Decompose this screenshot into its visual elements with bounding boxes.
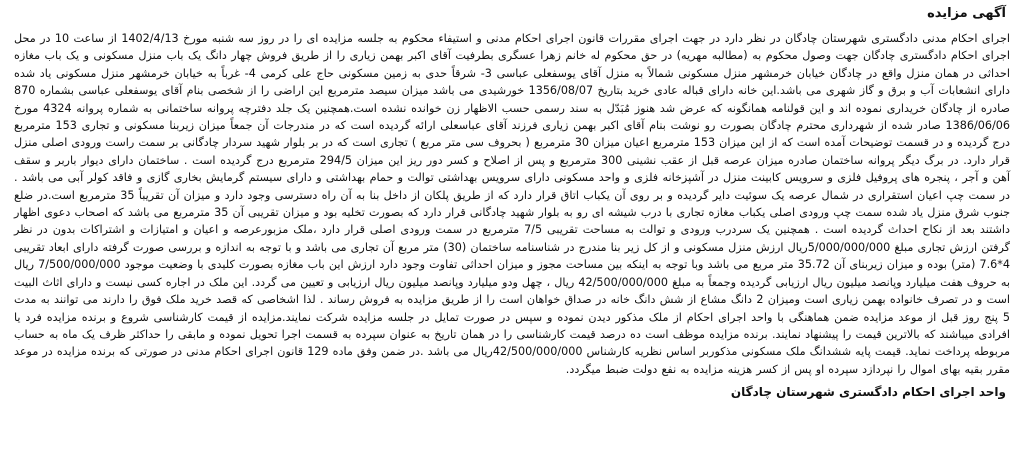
notice-signature: واحد اجرای احکام دادگستری شهرستان چادگان	[730, 385, 1006, 400]
notice-title: آگهی مزایده	[927, 6, 1006, 21]
notice-body: اجرای احکام مدنی دادگستری شهرستان چادگان در نظر دارد در جهت اجرای مقررات قانون اجرای احکام مدنی و استیفاء محکوم به جلسه مزایده ای را در روز سه شنبه مورخ 1402/4/13 از ساعت 10 در محل اجرای احکام دادگستری چادگان جهت وصول محکوم به (مطالبه مهریه) در حق محکوم له خانم زهرا عسگری بطرفیت آقای اکبر بهمن زیاری را از طریق فروش چهار دانگ یک باب منزل مسکونی و یک باب مغازه احداثی در همان منزل واقع در چادگان خیابان خرمشهر منزل مسکونی شمالاً به منزل آقای یوسفعلی عباسی 3- شرقاً حدی به زمین مسکونی حاج علی کرمی 4- غرباً به خیابان خرمشهر منزل مسکونی یاد شده دارای انشعابات آب و برق و گاز شهری می باشد.این خانه دارای قباله عادی خرید بتاریخ 1356/08/07 خورشیدی می باشد میزان سیصد مترمربع این اراضی را از شخصی بنام آقای یوسفعلی عباسی بشماره 870 صادره از چادگان خریداری نموده اند و این قولنامه همانگونه که عرض شد هنوز مُبَدّل به سند رسمی حسب الاظهار زن خوانده نشده است.همچنین یک جلد دفترچه پروانه ساختمانی به شماره پروانه 4324 مورخ 1386/06/06 صادر شده از شهرداری محترم چادگان بصورت رو نوشت بنام آقای اکبر بهمن زیاری فرزند آقای عباسعلی ارائه گردیده است که در مندرجات آن جمعاً میزان زیربنا مسکونی و تجاری 153 مترمربع درج گردیده و در قسمت توضیحات آمده است که از این میزان 153 مترمربع اعیان میزان 30 مترمربع ( بحروف سی متر مربع ) تجاری است که در بر بلوار شهید سردار چادگانی بر سمت راست ورودی اصلی منزل قرار دارد. در برگ دیگر پروانه ساختمان صادره میزان عرصه قبل از عقب نشینی 300 مترمربع و پس از اصلاح و کسر دور ریز این میزان 294/5 مترمربع درج گردیده است . ساختمان دارای دیوار باربر و سقف آهن و آجر ، پنجره های پروفیل فلزی و سرویس کابینت منزل در آشپزخانه فلزی و واحد مسکونی دارای سرویس بهداشتی توالت و حمام بهداشتی و دارای سیستم گرمایش بخاری گازی و فاقد کولر آبی می باشد . در سمت چپ اعیان استقراری در شمال عرصه یک سوئیت دایر گردیده و بر روی آن یکباب اتاق قرار دارد که از طریق پلکان از داخل بنا به آن راه دسترسی وجود دارد و میزان آن تقریباً 35 مترمربع است.در ضلع جنوب شرق منزل یاد شده سمت چپ ورودی اصلی یکباب مغازه تجاری با درب شیشه ای رو به بلوار شهید چادگانی قرار دارد که بصورت تخلیه بود و میزان تقریبی آن 35 مترمربع می باشد که اصحاب دعوی اظهار داشتند بعد از نکاح احداث گردیده است . همچنین یک سردرب ورودی و توالت به مساحت تقریبی 7/5 مترمربع در سمت ورودی اصلی قرار دارد ،ملک مزبورعرصه و اعیان و امتیازات و اشتراکات بدون در نظر گرفتن ارزش تجاری مبلغ 5/000/000/000ریال ارزش منزل مسکونی و از کل زیر بنا مندرج در شناسنامه ساختمان (30) متر مربع آن تجاری می باشد و با توجه به اندازه و بررسی صورت گرفته دارای ابعاد تقریبی 4*7.6 (متر) بوده و میزان زیربنای آن 35.72 متر مربع می باشد وبا توجه به اینکه بین مساحت مجوز و میزان احداثی تفاوت وجود دارد ارزش این باب مغازه بصورت کلیدی با وضعیت موجود 7/500/000/000 ریال به حروف هفت میلیارد وپانصد میلیون ریال ارزیابی گردیده وجمعاً به مبلغ 42/500/000/000 ریال ، چهل ودو میلیارد وپانصد میلیون ریال ارزیابی و تعیین می گردد. این ملک در اجاره کسی نیست و دارای اثاث البیت است و در تصرف خانواده بهمن زیاری است ومیزان 2 دانگ مشاع از شش دانگ خانه در صداق خواهان است را از طریق مزایده به فروش رساند . لذا اشخاصی که قصد خرید ملک فوق را دارند می توانند به مدت 5 پنج روز قبل از موعد مزایده ضمن هماهنگی با واحد اجرای احکام از ملک مذکور دیدن نموده و سپس در صورت تمایل در جلسه مزایده شرکت نمایند.مزایده از قیمت کارشناسی شروع و برنده مزایده فرد یا افرادی میباشند که بالاترین قیمت را پیشنهاد نمایند. برنده مزایده موظف است ده درصد قیمت کارشناسی را در همان تاریخ به عنوان سپرده به قسمت اجرا تحویل نموده و مابقی را حداکثر ظرف یک ماه به حساب مربوطه پرداخت نماید. قیمت پایه ششدانگ ملک مسکونی مذکوربر اساس نظریه کارشناس 42/500/000/000ریال می باشد .در ضمن وفق ماده 129 قانون اجرای احکام مدنی در صورتی که برنده مزایده در موعد مقرر بقیه بهای اموال را نپردازد سپرده او پس از کسر هزینه مزایده به نفع دولت ضبط میگردد.	[14, 32, 1011, 376]
auction-notice-page	[8, 0, 1016, 476]
